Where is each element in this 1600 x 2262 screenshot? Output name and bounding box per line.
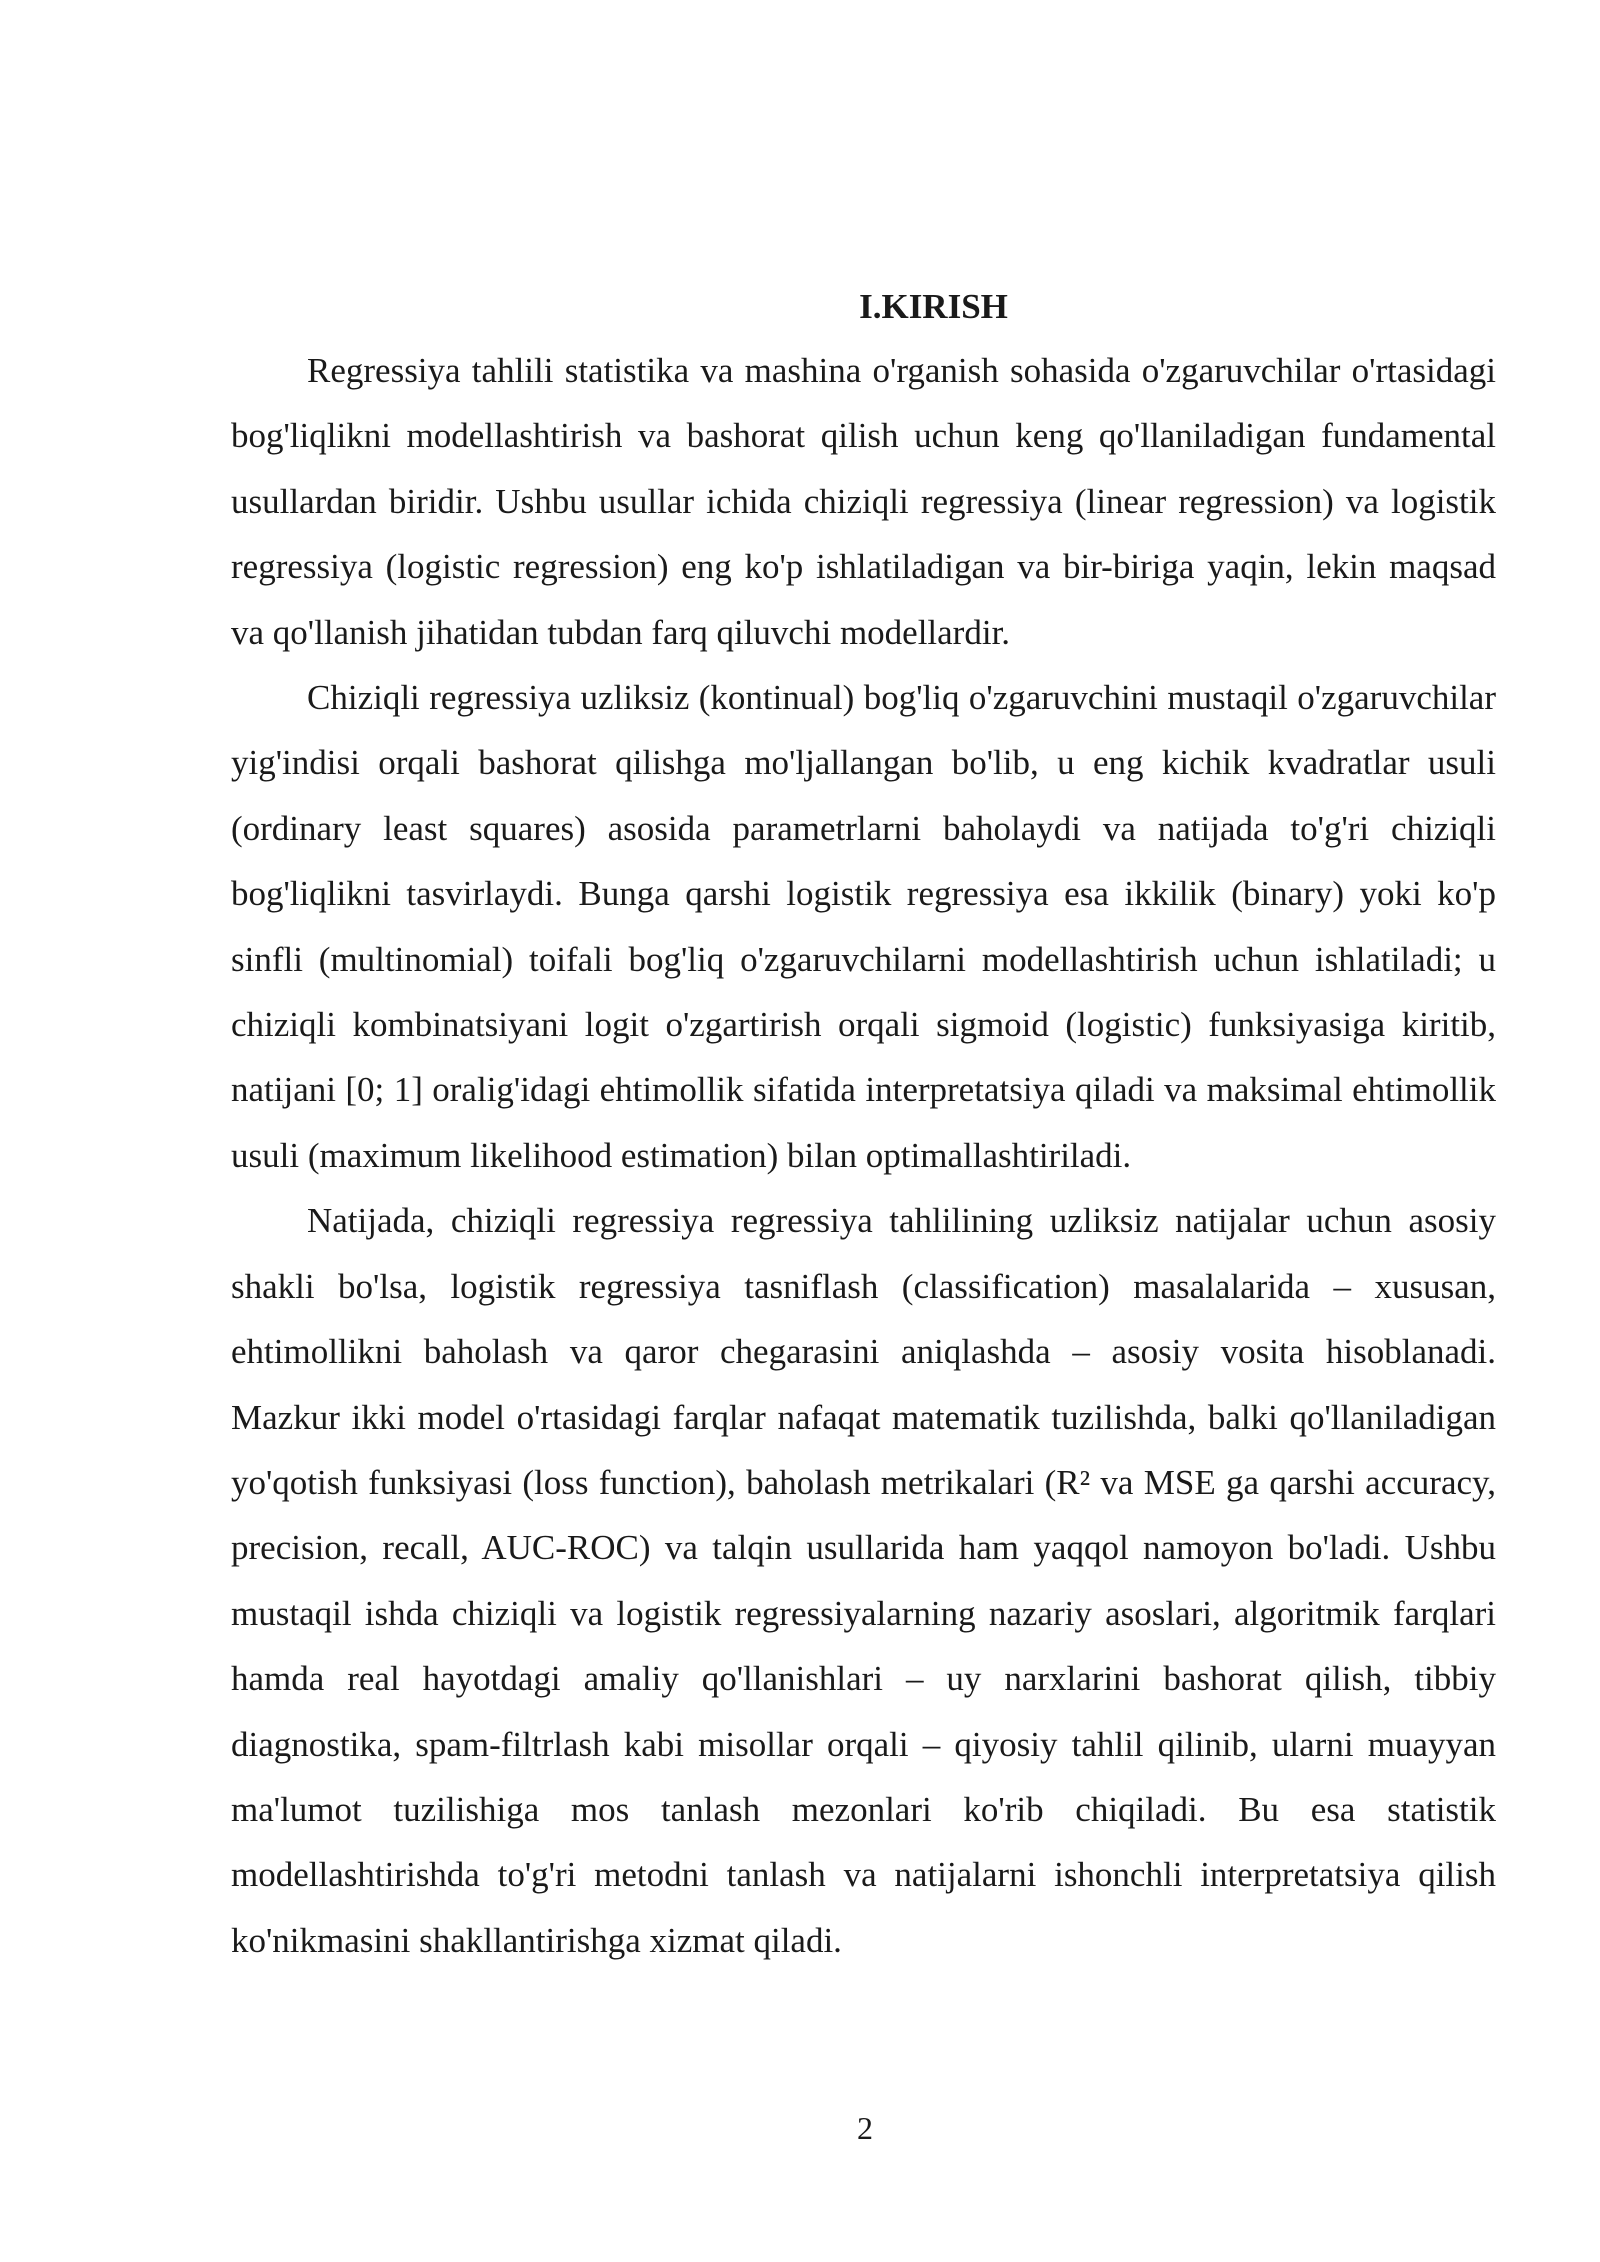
page-number: 2 — [857, 2110, 873, 2146]
page-content — [231, 282, 1496, 1973]
paragraph-intro: Regressiya tahlili statistika va mashina o'rganish sohasida o'zgaruvchilar o'rtasidagi bog'liqlikni modellashtirish va bashorat qilish uchun keng qo'llaniladigan fundamental usullardan biridir. Ushbu usullar ichida chiziqli regressiya (linear regression) va logistik regressiya (logistic regression) eng ko'p ishlatiladigan va bir-biriga yaqin, lekin maqsad va qo'llanish jihatidan tubdan farq qiluvchi modellardir. — [231, 351, 1496, 652]
paragraph-conclusion: Natijada, chiziqli regressiya regressiya tahlilining uzliksiz natijalar uchun asosiy shakli bo'lsa, logistik regressiya tasniflash (classification) masalalarida – xususan, ehtimollikni baholash va qaror chegarasini aniqlashda – asosiy vosita hisoblanadi. Mazkur ikki model o'rtasidagi farqlar nafaqat matematik tuzilishda, balki qo'llaniladigan yo'qotish funksiyasi (loss function), baholash metrikalari (R² va MSE ga qarshi accuracy, precision, recall, AUC-ROC) va talqin usullarida ham yaqqol namoyon bo'ladi. Ushbu mustaqil ishda chiziqli va logistik regressiyalarning nazariy asoslari, algoritmik farqlari hamda real hayotdagi amaliy qo'llanishlari – uy narxlarini bashorat qilish, tibbiy diagnostika, spam-filtrlash kabi misollar orqali – qiyosiy tahlil qilinib, ularni muayyan ma'lumot tuzilishiga mos tanlash mezonlari ko'rib chiqiladi. Bu esa statistik modellashtirishda to'g'ri metodni tanlash va natijalarni ishonchli interpretatsiya qilish ko'nikmasini shakllantirishga xizmat qiladi. — [231, 1201, 1496, 1960]
paragraph-comparison: Chiziqli regressiya uzliksiz (kontinual) bog'liq o'zgaruvchini mustaqil o'zgaruvchilar yig'indisi orqali bashorat qilishga mo'ljallangan bo'lib, u eng kichik kvadratlar usuli (ordinary least squares) asosida parametrlarni baholaydi va natijada to'g'ri chiziqli bog'liqlikni tasvirlaydi. Bunga qarshi logistik regressiya esa ikkilik (binary) yoki ko'p sinfli (multinomial) toifali bog'liq o'zgaruvchilarni modellashtirish uchun ishlatiladi; u chiziqli kombinatsiyani logit o'zgartirish orqali sigmoid (logistic) funksiyasiga kiritib, natijani [0; 1] oralig'idagi ehtimollik sifatida interpretatsiya qiladi va maksimal ehtimollik usuli (maximum likelihood estimation) bilan optimallashtiriladi. — [231, 678, 1496, 1175]
section-heading: I.KIRISH — [859, 287, 1008, 326]
